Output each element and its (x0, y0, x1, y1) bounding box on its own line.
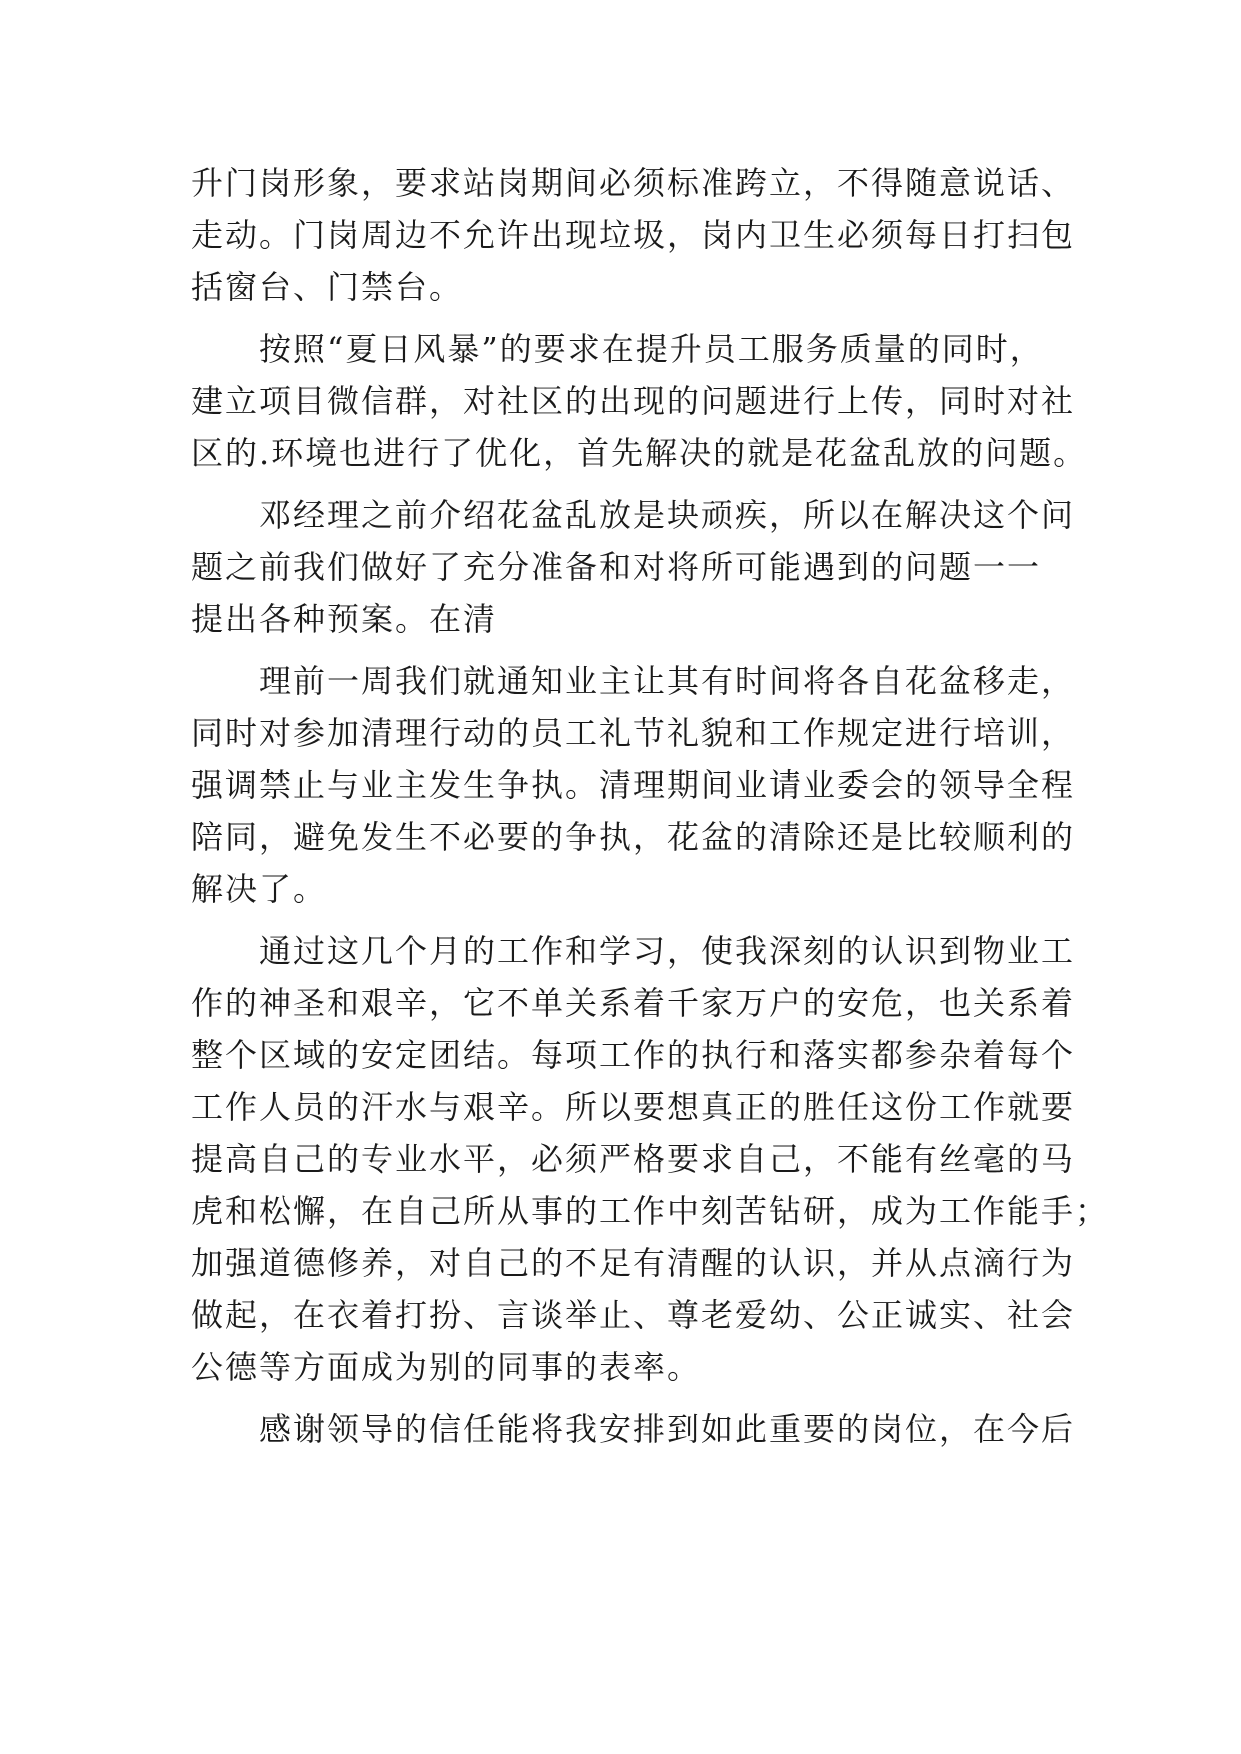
text-line: 作的神圣和艰辛，它不单关系着千家万户的安危，也关系着 (191, 984, 1076, 1022)
text-line: 强调禁止与业主发生争执。清理期间业请业委会的领导全程 (191, 766, 1076, 804)
paragraph-gate-post (191, 157, 1076, 313)
text-line: 加强道德修养，对自己的不足有清醒的认识，并从点滴行为 (191, 1244, 1076, 1282)
text-line: 解决了。 (191, 870, 328, 908)
paragraph-cleanup-week (191, 655, 1076, 915)
text-line: 通过这几个月的工作和学习，使我深刻的认识到物业工 (259, 932, 1076, 970)
text-line: 做起，在衣着打扮、言谈举止、尊老爱幼、公正诚实、社会 (191, 1296, 1076, 1334)
text-line: 陪同，避免发生不必要的争执，花盆的清除还是比较顺利的 (191, 818, 1076, 856)
text-line: 同时对参加清理行动的员工礼节礼貌和工作规定进行培训， (191, 714, 1076, 752)
text-line: 括窗台、门禁台。 (191, 268, 464, 306)
text-line: 走动。门岗周边不允许出现垃圾，岗内卫生必须每日打扫包 (191, 216, 1076, 254)
paragraph-thanks (191, 1403, 1076, 1455)
paragraph-manager-deng (191, 489, 1076, 645)
text-line: 公德等方面成为别的同事的表率。 (191, 1348, 702, 1386)
text-line: 虎和松懈，在自己所从事的工作中刻苦钻研，成为工作能手； (191, 1192, 1110, 1230)
text-line: 建立项目微信群，对社区的出现的问题进行上传，同时对社 (191, 382, 1076, 420)
text-line: 题之前我们做好了充分准备和对将所可能遇到的问题一一 (191, 548, 1042, 586)
text-line: 邓经理之前介绍花盆乱放是块顽疾，所以在解决这个问 (259, 496, 1076, 534)
paragraph-summer-storm (191, 323, 1088, 479)
text-line: 感谢领导的信任能将我安排到如此重要的岗位，在今后 (259, 1410, 1076, 1448)
text-line: 提出各种预案。在清 (191, 600, 498, 638)
text-line: 升门岗形象，要求站岗期间必须标准跨立，不得随意说话、 (191, 164, 1076, 202)
document-body (191, 157, 1110, 1465)
text-line: 提高自己的专业水平，必须严格要求自己，不能有丝毫的马 (191, 1140, 1076, 1178)
text-line: 按照“夏日风暴”的要求在提升员工服务质量的同时， (259, 330, 1044, 368)
text-line: 整个区域的安定团结。每项工作的执行和落实都参杂着每个 (191, 1036, 1076, 1074)
text-line: 理前一周我们就通知业主让其有时间将各自花盆移走， (259, 662, 1076, 700)
text-line: 区的.环境也进行了优化，首先解决的就是花盆乱放的问题。 (191, 434, 1088, 472)
text-line: 工作人员的汗水与艰辛。所以要想真正的胜任这份工作就要 (191, 1088, 1076, 1126)
paragraph-reflection (191, 925, 1110, 1393)
